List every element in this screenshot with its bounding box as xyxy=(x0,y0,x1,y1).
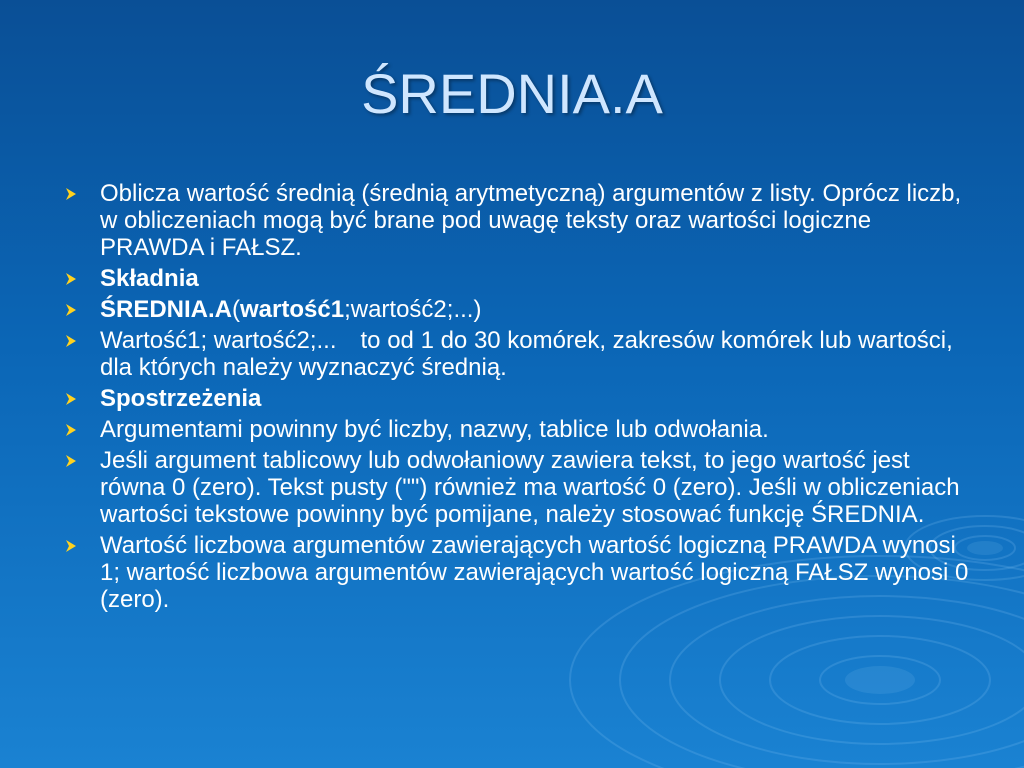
bullet-item xyxy=(58,416,978,443)
bullet-item xyxy=(58,327,978,381)
function-name: ŚREDNIA.A xyxy=(100,296,233,323)
bullet-item xyxy=(58,180,978,261)
argument-description: to od 1 do 30 komórek, zakresów komórek lub wartości, dla których należy wyznaczyć średnią. xyxy=(100,327,953,381)
section-heading-remarks: Spostrzeżenia xyxy=(100,385,262,412)
arrow-bullet-icon xyxy=(64,187,78,201)
syntax-optional-args: ;wartość2;...) xyxy=(344,296,482,323)
arrow-bullet-icon xyxy=(64,423,78,437)
arrow-bullet-icon xyxy=(64,303,78,317)
arrow-bullet-icon xyxy=(64,454,78,468)
bullet-text: Argumentami powinny być liczby, nazwy, tablice lub odwołania. xyxy=(100,416,769,443)
bullet-item xyxy=(58,447,978,528)
arrow-bullet-icon xyxy=(64,392,78,406)
bullet-text: Wartość liczbowa argumentów zawierających wartość logiczną PRAWDA wynosi 1; wartość liczbowa argumentów zawierających wartość logiczną FAŁSZ wynosi 0 (zero). xyxy=(100,532,969,613)
slide-title: ŚREDNIA.A xyxy=(361,62,663,125)
arrow-bullet-icon xyxy=(64,539,78,553)
bullet-text: Jeśli argument tablicowy lub odwołaniowy zawiera tekst, to jego wartość jest równa 0 (zero). Tekst pusty ("") również ma wartość 0 (zero). Jeśli w obliczeniach wartości tekstowe powinny być pomijane, należy stosować funkcję ŚREDNIA. xyxy=(100,447,960,528)
bullet-list xyxy=(58,180,978,617)
syntax-required-arg: wartość1 xyxy=(240,296,345,323)
bullet-item xyxy=(58,385,978,412)
bullet-item xyxy=(58,265,978,292)
arrow-bullet-icon xyxy=(64,334,78,348)
syntax-open-paren: ( xyxy=(232,296,241,323)
bullet-item xyxy=(58,532,978,613)
arrow-bullet-icon xyxy=(64,272,78,286)
argument-term: Wartość1; wartość2;... xyxy=(100,327,337,354)
bullet-text: Oblicza wartość średnią (średnią arytmetyczną) argumentów z listy. Oprócz liczb, w obliczeniach mogą być brane pod uwagę teksty oraz wartości logiczne PRAWDA i FAŁSZ. xyxy=(100,180,962,261)
bullet-item xyxy=(58,296,978,323)
section-heading-syntax: Składnia xyxy=(100,265,199,292)
